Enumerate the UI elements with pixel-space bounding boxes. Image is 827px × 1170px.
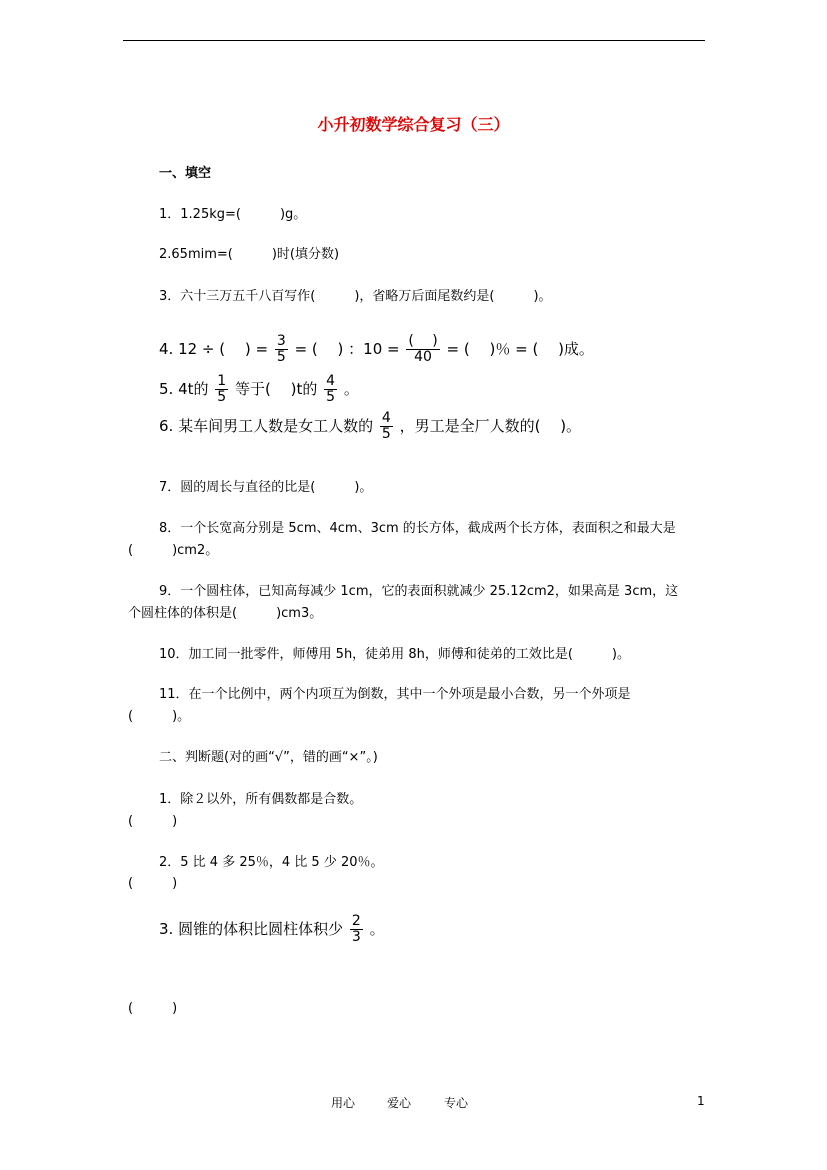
page-title: 小升初数学综合复习（三） <box>317 115 510 134</box>
question-5-part-b: 等于( )t的 <box>235 380 318 398</box>
footer-word-3: 专心 <box>444 1096 469 1110</box>
fraction-4-5: $\frac{4}{5}$ <box>326 373 336 405</box>
judge-1: 1．除２以外，所有偶数都是合数。 <box>159 792 363 807</box>
question-11-line-1: 11．在一个比例中，两个内项互为倒数，其中一个外项是最小合数，另一个外项是 <box>159 687 631 702</box>
section-fill-in-heading: 一、填空 <box>159 166 212 181</box>
judge-3 <box>159 914 385 945</box>
question-4 <box>159 334 594 365</box>
fraction-2-3: $\frac{2}{3}$ <box>351 913 361 945</box>
question-5 <box>159 374 359 405</box>
question-9-line-2: 个圆柱体的体积是( )cm3。 <box>128 606 323 621</box>
question-2: 2.65mim=( )时(填分数) <box>159 247 340 262</box>
judge-3-part-b: 。 <box>369 920 385 938</box>
question-1: 1．1.25kg=( )g。 <box>159 207 307 222</box>
question-5-part-c: 。 <box>343 380 359 398</box>
question-8-line-1: 8．一个长宽高分别是 5cm、4cm、3cm 的长方体，截成两个长方体，表面积之和最大是 <box>159 521 676 536</box>
question-8-line-2: ( )cm2。 <box>128 543 219 558</box>
fraction-blank-40: $\frac{( )}{40}$ <box>408 333 438 365</box>
question-4-part-c: = ( )％ = ( )成。 <box>446 340 594 358</box>
judge-3-part-a: 3. 圆锥的体积比圆柱体积少 <box>159 920 344 938</box>
judge-2-answer-paren: ( ) <box>128 876 178 891</box>
question-4-part-a: 4. 12 ÷ ( ) = <box>159 340 269 358</box>
page-number: 1 <box>697 1094 705 1108</box>
judge-1-answer-paren: ( ) <box>128 814 178 829</box>
question-7: 7．圆的周长与直径的比是( )。 <box>159 480 373 495</box>
question-6 <box>159 411 581 442</box>
fraction-4-5: $\frac{4}{5}$ <box>381 410 391 442</box>
question-6-part-a: 6. 某车间男工人数是女工人数的 <box>159 417 374 435</box>
question-3: 3．六十三万五千八百写作( )，省略万后面尾数约是( )。 <box>159 289 552 304</box>
question-6-part-b: ，男工是全厂人数的( )。 <box>399 417 582 435</box>
judge-3-answer-paren: ( ) <box>128 1001 178 1016</box>
footer-word-2: 爱心 <box>387 1096 412 1110</box>
header-rule <box>123 40 705 41</box>
judge-2: 2．5 比 4 多 25％，4 比 5 少 20％。 <box>159 855 384 870</box>
question-9-line-1: 9．一个圆柱体，已知高每减少 1cm，它的表面积就减少 25.12cm2，如果高是 3cm，这 <box>159 584 679 599</box>
fraction-1-5: $\frac{1}{5}$ <box>217 373 227 405</box>
question-5-part-a: 5. 4t的 <box>159 380 209 398</box>
question-10: 10．加工同一批零件，师傅用 5h，徒弟用 8h，师傅和徒弟的工效比是( )。 <box>159 647 630 662</box>
question-11-line-2: ( )。 <box>128 709 191 724</box>
question-4-part-b: = ( ) ：10 = <box>294 340 400 358</box>
section-true-false-heading: 二、判断题(对的画“√”，错的画“×”。) <box>159 750 378 765</box>
footer-word-1: 用心 <box>331 1096 356 1110</box>
fraction-3-5: $\frac{3}{5}$ <box>276 333 286 365</box>
